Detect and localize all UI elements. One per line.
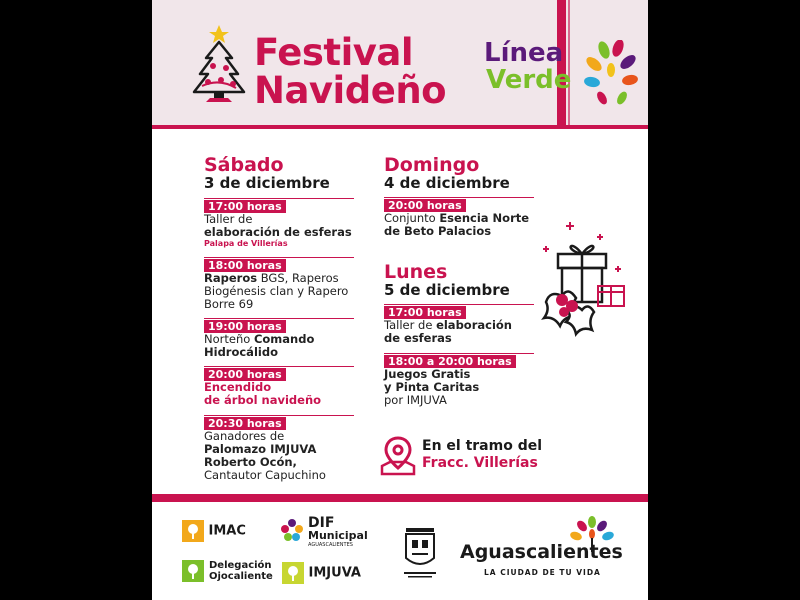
festival-title	[254, 31, 447, 112]
linea-verde-line-2: Verde	[486, 65, 572, 95]
sat-event-5-line-4: Cantautor Capuchino	[204, 468, 326, 482]
poster	[152, 0, 648, 600]
footer-bar	[152, 494, 648, 502]
ribbon-horizontal	[152, 125, 648, 129]
sat-event-3-time: 19:00 horas	[204, 320, 286, 333]
location-line-1: En el tramo del	[422, 438, 543, 454]
colorful-leaves-icon	[582, 40, 640, 110]
tree-icon-yellow	[282, 562, 304, 584]
christmas-tree-icon	[188, 22, 250, 106]
sat-event-5-line-1: Ganadores de	[204, 429, 285, 443]
gift-holly-icon	[540, 216, 630, 338]
aguascalientes-tagline: LA CIUDAD DE TU VIDA	[484, 568, 601, 577]
saturday-day: Sábado	[204, 154, 284, 176]
sat-event-1-line-2: elaboración de esferas	[204, 225, 352, 239]
sat-event-4-time: 20:00 horas	[204, 368, 286, 381]
sat-event-2-line-3: Borre 69	[204, 297, 254, 311]
linea-verde-logo	[484, 40, 571, 94]
monday-date: 5 de diciembre	[384, 281, 510, 299]
imjuva-logo	[282, 562, 361, 584]
sat-event-3-line-2: Hidrocálido	[204, 345, 278, 359]
monday-heading	[384, 262, 510, 299]
linea-verde-line-1: Línea	[484, 38, 564, 68]
title-line-2: Navideño	[254, 69, 447, 112]
sat-event-1-note: Palapa de Villerías	[204, 239, 288, 248]
imac-label: IMAC	[208, 523, 246, 539]
location-text	[422, 438, 582, 472]
tree-icon-green	[182, 560, 204, 582]
mon-event-1	[384, 304, 534, 345]
sat-event-5-line-3: Roberto Ocón,	[204, 455, 297, 469]
sat-event-1	[204, 198, 354, 249]
sat-event-5-time: 20:30 horas	[204, 417, 286, 430]
dif-logo	[280, 516, 368, 549]
mon-event-2-line-2: y Pinta Caritas	[384, 380, 480, 394]
delegacion-label-1: Delegación	[209, 560, 272, 571]
aguascalientes-name-2: tes	[589, 541, 623, 563]
mon-event-2-time: 18:00 a 20:00 horas	[384, 355, 516, 368]
sat-event-5	[204, 415, 354, 482]
dif-label-2: Municipal	[308, 529, 368, 542]
location-pin-icon	[380, 436, 416, 476]
tree-icon	[182, 520, 204, 542]
sat-event-2-line-1: Raperos BGS, Raperos	[204, 271, 339, 285]
aguascalientes-name	[460, 542, 623, 562]
sat-event-1-time: 17:00 horas	[204, 200, 286, 213]
mon-event-2-line-3: por IMJUVA	[384, 393, 447, 407]
mon-event-1-time: 17:00 horas	[384, 306, 466, 319]
dif-label-3: AGUASCALIENTES	[308, 542, 353, 548]
saturday-heading	[204, 155, 330, 192]
sat-event-4-line-1: Encendido	[204, 380, 272, 394]
dif-flower-icon	[280, 518, 304, 546]
location-line-2: Fracc. Villerías	[422, 455, 538, 471]
mon-event-2	[384, 353, 534, 407]
aguascalientes-name-1: Aguascalien	[460, 541, 590, 563]
sun-event-1-line-2: de Beto Palacios	[384, 224, 492, 238]
sunday-date: 4 de diciembre	[384, 174, 510, 192]
delegacion-label-2: Ojocaliente	[209, 571, 273, 582]
sunday-heading	[384, 155, 510, 192]
imac-logo	[182, 520, 246, 542]
sat-event-3	[204, 318, 354, 359]
imjuva-label: IMJUVA	[308, 565, 361, 581]
sun-event-1-line-1: Conjunto Esencia Norte	[384, 211, 530, 225]
sunday-day: Domingo	[384, 154, 480, 176]
mon-event-1-line-2: de esferas	[384, 331, 452, 345]
municipal-seal-icon	[402, 526, 438, 582]
saturday-date: 3 de diciembre	[204, 174, 330, 192]
sun-event-1-time: 20:00 horas	[384, 199, 466, 212]
dif-label-1: DIF	[308, 515, 335, 531]
sat-event-1-line-1: Taller de	[204, 212, 253, 226]
sat-event-2	[204, 257, 354, 311]
sat-event-4	[204, 366, 354, 407]
sun-event-1	[384, 197, 534, 238]
sat-event-4-line-2: de árbol navideño	[204, 393, 322, 407]
mon-event-2-line-1: Juegos Gratis	[384, 367, 471, 381]
sat-event-5-line-2: Palomazo IMJUVA	[204, 442, 317, 456]
monday-day: Lunes	[384, 261, 448, 283]
mon-event-1-line-1: Taller de elaboración	[384, 318, 512, 332]
sat-event-3-line-1: Norteño Comando	[204, 332, 315, 346]
sat-event-2-line-2: Biogénesis clan y Rapero	[204, 284, 349, 298]
delegacion-logo	[182, 560, 273, 582]
title-line-1: Festival	[254, 31, 414, 74]
sat-event-2-time: 18:00 horas	[204, 259, 286, 272]
